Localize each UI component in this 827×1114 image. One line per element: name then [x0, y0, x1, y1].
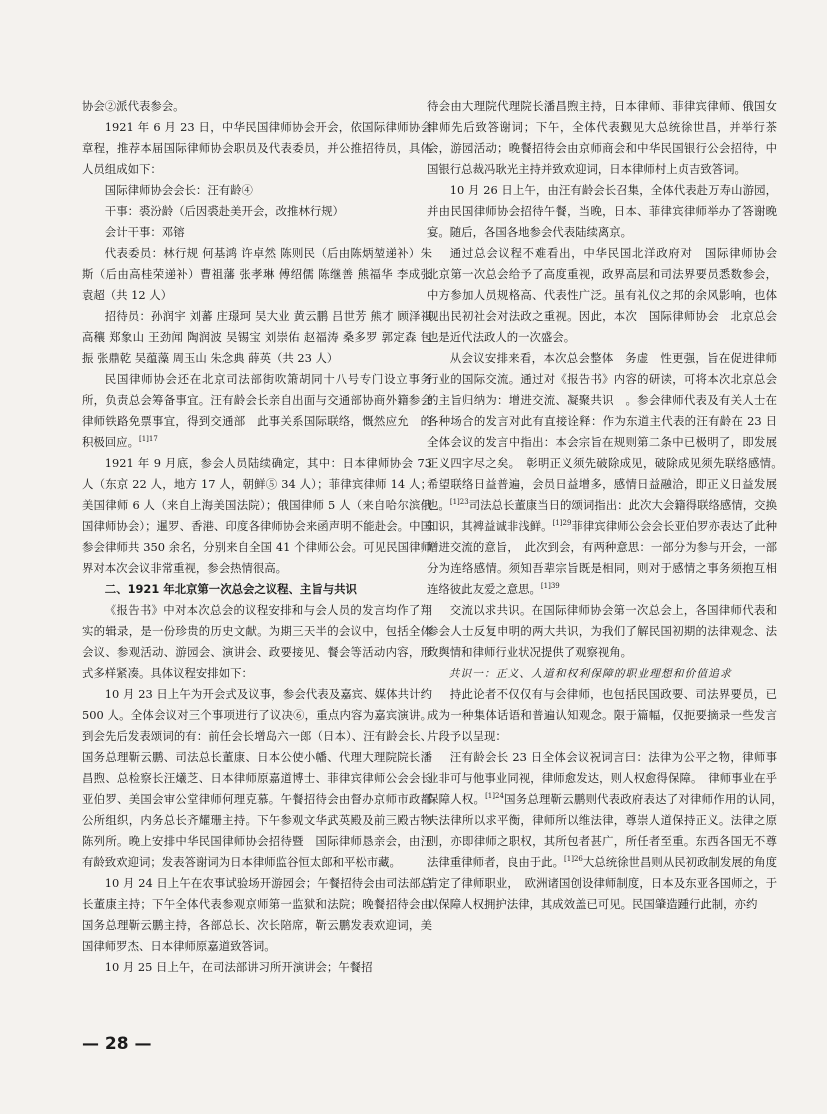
- paragraph-text: 汪有龄会长 23 日全体会议祝词言曰：法律为公平之物，律师事业非可与他事业同视，律师愈发达，则人权愈得保障。 律师事业在乎保障人权。: [427, 750, 777, 806]
- list-item: 会计干事：邓镕: [104, 225, 185, 239]
- paragraph: 交流以求共识。在国际律师协会第一次总会上，各国律师代表和参会人士反复申明的两大共识，为我们了解民国初期的法律观念、法政舆情和律师行业状况提供了观察视角。: [427, 603, 777, 659]
- list-item: 干事：裘汾龄（后因裘赴美开会，改推林行规）: [104, 204, 345, 218]
- citation: [1]24: [485, 792, 504, 801]
- paragraph-text: 司法总长董康当日的颂词指出：此次大会籍得联络感情，交换知识，其裨益诚非浅鲜。: [427, 498, 777, 533]
- list-item: 代表委员：林行规 何基鸿 许卓然 陈则民（后由陈炳堃递补）朱斯（后由高桂荣递补）曹祖藩 张孝琳 傅绍儒 陈继善 熊福华 李成张 袁超（共 12 人）: [82, 246, 432, 302]
- paragraph: 10 月 25 日上午，在司法部讲习所开演讲会；午餐招: [104, 960, 373, 974]
- paragraph-text: 从会议安排来看，本次总会整体 务虚 性更强，旨在促进律师行业的国际交流。通过对《报告书》内容的研读，可将本次北京总会的主旨归纳为：增进交流、凝聚共识 。参会律师代表及有关人士在各种场合的发言对此有直接诠释：作为东道主代表的汪有龄在 23 日全体会议的发言中指出：本会宗旨在规则第二条中已极明了，即发展正义四字尽之矣。 彰明正义须先破除成见，破除成见须先联络感情。 希望联络日益普遍，会员日益增多，感情日益融洽，即正义日益发展也。: [427, 351, 789, 512]
- citation: [1]39: [540, 582, 560, 591]
- paragraph: [82, 369, 432, 453]
- paragraph: 1921 年 9 月底，参会人员陆续确定，其中：日本律师协会 73 人（东京 22 人，地方 17 人，朝鲜⑤ 34 人）；菲律宾律师 14 人；美国律师 6 人（来自上海美国法院）；俄国律师 5 人（来自哈尔滨俄国律师协会）；暹罗、香港、印度各律师协会来函声明不能赴会。中国参会律师共 350 余名，分别来自全国 41 个律师公会。可见民国律师界对本次会议非常重视，参会热情很高。: [82, 456, 432, 575]
- paragraph: 协会②派代表参会。: [82, 99, 185, 113]
- paragraph: 通过总会议程不难看出，中华民国北洋政府对 国际律师协会 北京第一次总会给予了高度重视，政界高层和司法界要员悉数参会，中方参加人员规格高、代表性广泛。虽有礼仪之邦的余风影响，也体现出民初社会对法政之重视。因此，本次 国际律师协会 北京总会也是近代法政人的一次盛会。: [427, 246, 789, 344]
- citation: [1]29: [552, 519, 572, 528]
- paragraph: 1921 年 6 月 23 日，中华民国律师协会开会，依国际律师协会章程，推荐本届国际律师协会职员及代表委员，并公推招待员，具体人员组成如下：: [82, 120, 432, 176]
- paragraph: 待会由大理院代理院长潘昌煦主持，日本律师、菲律宾律师、俄国女律师先后致答谢词；下午，全体代表觐见大总统徐世昌，并举行茶会，游园活动；晚餐招待会由京师商会和中华民国银行公会招待，中国银行总裁冯耿光主持并致欢迎词，日本律师村上贞吉致答词。: [427, 99, 777, 176]
- citation: [1]26: [564, 855, 583, 864]
- paragraph-text: 国务总理靳云鹏则代表政府表达了对律师作用的认同， 夫法律所以求平衡，律师所以维法律，尊崇人道保持正义。法律之原则，亦即律师之职权，其所包者甚广，所任者至重。东西各国无不尊法律重律师者，良由于此。: [427, 792, 789, 869]
- paragraph: 《报告书》中对本次总会的议程安排和与会人员的发言均作了翔实的辑录，是一份珍贵的历史文献。为期三天半的会议中，包括全体会议、参观活动、游园会、演讲会、政要接见、餐会等活动内容，形式多样紧凑。具体议程安排如下：: [82, 603, 432, 680]
- paragraph: [427, 348, 789, 600]
- citation: [1]17: [138, 435, 158, 444]
- subsection-heading: 共识一：正义、人道和权利保障的职业理想和价值追求: [448, 667, 732, 680]
- paragraph-text: 大总统徐世昌则从民初政制发展的角度肯定了律师职业， 欧洲诸国创设律师制度，日本及东亚各国师之，于以保障人权拥护法律，其成效盖已可见。民国肇造踵行此制，亦约: [427, 855, 777, 911]
- paragraph: 10 月 23 日上午为开会式及议事，参会代表及嘉宾、媒体共计约 500 人。全体会议对三个事项进行了议决⑥，重点内容为嘉宾演讲。到会先后发表颂词的有：前任会长增岛六一郎（日本）、汪有龄会长、国务总理靳云鹏、司法总长董康、日本公使小幡、代理大理院院长潘昌煦、总检察长汪爔芝、日本律师原嘉道博士、菲律宾律师公会会长亚伯罗、美国会审公堂律师何理克慕。午餐招待会由督办京师市政都公所组织，内务总长齐耀珊主持。下午参观文华武英殿及前三殿古物陈列所。晚上安排中华民国律师协会招待暨 国际律师恳亲会，由汪有龄致欢迎词；发表答谢词为日本律师监谷恒太郎和平松市藏。: [82, 687, 432, 869]
- right-column: [427, 96, 789, 915]
- page-number: — 28 —: [82, 1034, 152, 1054]
- citation: [1]23: [449, 498, 469, 507]
- section-heading: 二、1921 年北京第一次总会之议程、主旨与共识: [104, 582, 357, 596]
- paragraph-text: 民国律师协会还在北京司法部街吹箫胡同十八号专门设立事务所，负责总会筹备事宜。汪有龄会长亲自出面与交通部协商外籍参会律师铁路免票事宜，得到交通部 此事关系国际联络，慨然应允 的积极回应。: [82, 372, 432, 449]
- paragraph-text: 菲律宾律师公会会长亚伯罗亦表达了此种增进交流的意旨， 此次到会，有两种意思：一部分为参与开会，一部分为连络感情。须知吾辈宗旨既是相同，则对于感情之事务须抱互相连络彼此友爱之意思。: [427, 519, 777, 596]
- paragraph: 10 月 26 日上午，由汪有龄会长召集，全体代表赴万寿山游园，并由民国律师协会招待午餐，当晚，日本、菲律宾律师举办了答谢晚宴。随后，各国各地参会代表陆续离京。: [427, 183, 777, 239]
- paragraph: 持此论者不仅仅有与会律师，也包括民国政要、司法界要员，已成为一种集体话语和普遍认知观念。限于篇幅，仅扼要摘录一些发言片段予以呈现：: [427, 687, 777, 743]
- left-column: [82, 96, 432, 978]
- list-item: 国际律师协会会长：汪有龄④: [104, 183, 253, 197]
- paragraph: 10 月 24 日上午在农事试验场开游园会；午餐招待会由司法部总长董康主持；下午全体代表参观京师第一监狱和法院；晚餐招待会由国务总理靳云鹏主持，各部总长、次长陪席，靳云鹏发表欢迎词，美国律师罗杰、日本律师原嘉道致答词。: [82, 876, 432, 953]
- paragraph: [427, 747, 789, 915]
- list-item: 招待员：孙润宇 刘蕃 庄璟珂 吴大业 黄云鹏 吕世芳 熊才 顾泽祺 高穰 郑象山 王劲闻 陶润波 吴锡宝 刘崇佑 赵福涛 桑多罗 郭定森 包振 张鼎乾 吴蕴藻 周玉山 朱念典 薛英（共 23 人）: [82, 309, 432, 365]
